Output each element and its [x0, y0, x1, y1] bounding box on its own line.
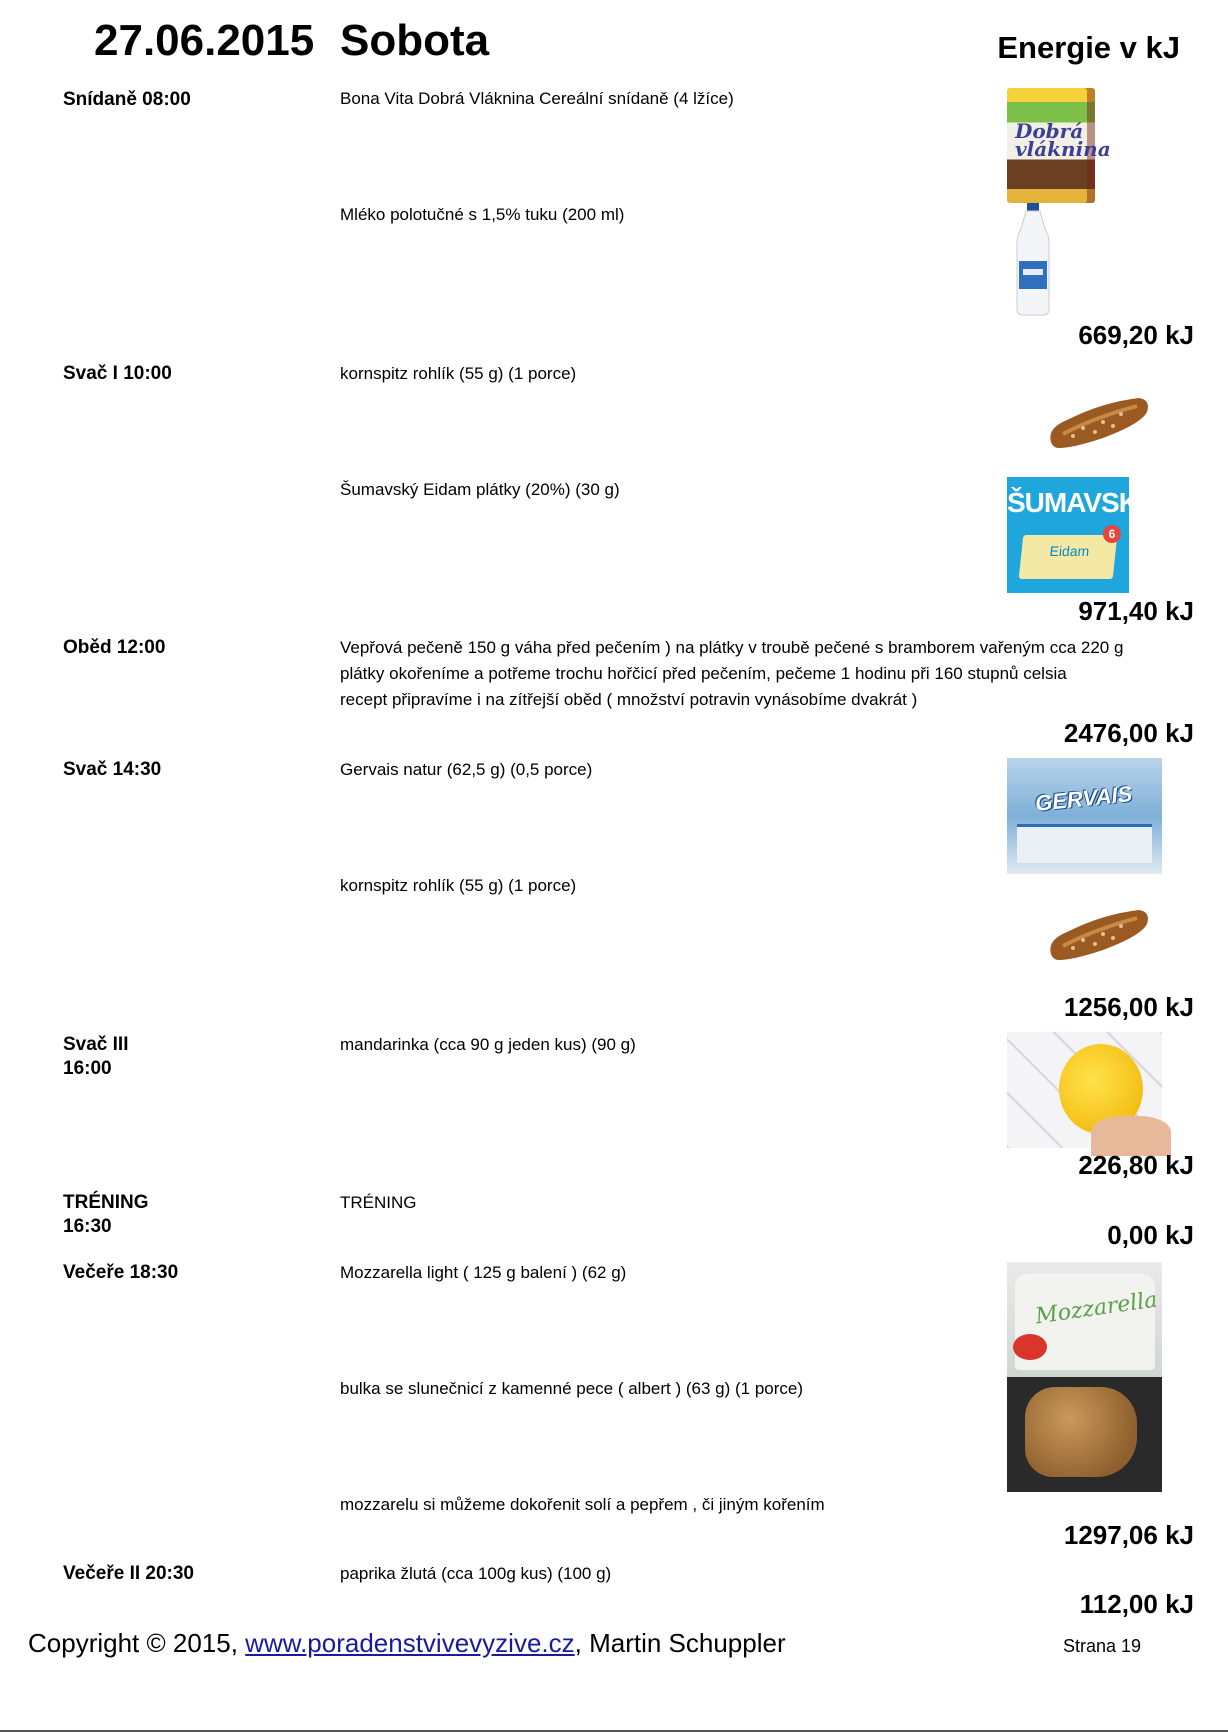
meal-energy: 669,20 kJ	[1078, 320, 1194, 350]
meal-item: paprika žlutá (cca 100g kus) (100 g)	[340, 1564, 612, 1583]
meal-item: Mléko polotučné s 1,5% tuku (200 ml)	[340, 205, 625, 224]
meal-item: Šumavský Eidam plátky (20%) (30 g)	[340, 480, 620, 499]
meal-energy: 226,80 kJ	[1078, 1150, 1194, 1180]
mandarin-image	[1007, 1032, 1162, 1148]
meal-energy: 1256,00 kJ	[1063, 992, 1194, 1022]
copyright-suffix: , Martin Schuppler	[574, 1628, 786, 1658]
page-date: 27.06.2015	[94, 16, 315, 65]
meal-label-lunch: Oběd 12:00	[63, 637, 166, 658]
meal-energy: 971,40 kJ	[1078, 596, 1194, 626]
meal-item: Mozzarella light ( 125 g balení ) (62 g)	[340, 1263, 627, 1282]
meal-item: Bona Vita Dobrá Vláknina Cereální snídaně (4 lžíce)	[340, 89, 734, 108]
meal-item: Gervais natur (62,5 g) (0,5 porce)	[340, 760, 593, 779]
meal-label-breakfast: Snídaně 08:00	[63, 89, 191, 110]
meal-label-snack-2: Svač 14:30	[63, 759, 162, 780]
meal-label-snack-3: Svač III 16:00	[63, 1034, 129, 1079]
mozzarella-brand-label: Mozzarella	[1033, 1287, 1159, 1330]
meal-item: Vepřová pečeně 150 g váha před pečením ) na plátky v troubě pečené s bramborem vařeným cca 220 g plátky okořeníme a potřeme trochu hořčicí před pečením, pečeme 1 hodinu při 160 stupnů celsia recept připravíme i na zítřejší oběd ( množství potravin vynásobíme dvakrát )	[340, 638, 1124, 709]
meal-item: mozzarelu si můžeme dokořenit solí a pepřem , či jiným kořením	[340, 1495, 825, 1514]
copyright-prefix: Copyright © 2015,	[28, 1628, 246, 1658]
meal-label-dinner: Večeře 18:30	[63, 1262, 179, 1283]
website-link[interactable]: www.poradenstvivevyzive.cz	[245, 1628, 575, 1658]
gervais-brand-label: GERVAIS	[1033, 780, 1134, 817]
meal-energy: 2476,00 kJ	[1063, 718, 1194, 748]
copyright-footer	[28, 1628, 786, 1659]
gervais-image	[1007, 758, 1162, 874]
meal-item: kornspitz rohlík (55 g) (1 porce)	[340, 876, 577, 895]
page-number: Strana 19	[1063, 1636, 1142, 1656]
mozzarella-image	[1007, 1262, 1162, 1377]
kornspitz-roll-image	[1043, 384, 1153, 454]
milk-bottle-image	[1015, 203, 1051, 315]
cheese-brand-label: ŠUMAVSKÝ	[1007, 487, 1156, 518]
meal-label-dinner-2: Večeře II 20:30	[63, 1563, 194, 1584]
meal-item: TRÉNING	[340, 1193, 417, 1212]
meal-item: bulka se slunečnicí z kamenné pece ( albert ) (63 g) (1 porce)	[340, 1379, 804, 1398]
kornspitz-roll-image	[1043, 896, 1153, 966]
eidam-cheese-image	[1007, 477, 1156, 593]
energy-column-heading: Energie v kJ	[997, 30, 1180, 65]
meal-item: mandarinka (cca 90 g jeden kus) (90 g)	[340, 1035, 636, 1054]
page-day: Sobota	[340, 16, 490, 65]
cereal-box-label: Dobrá vláknina	[1015, 119, 1111, 161]
meal-label-training: TRÉNING 16:30	[63, 1192, 149, 1237]
meal-label-snack-1: Svač I 10:00	[63, 363, 172, 384]
sunflower-bun-image	[1007, 1377, 1162, 1492]
meal-energy: 0,00 kJ	[1107, 1220, 1194, 1250]
meal-energy: 112,00 kJ	[1079, 1589, 1194, 1619]
cereal-box-image	[1007, 88, 1111, 203]
cheese-type-label: Eidam	[1048, 543, 1091, 559]
meal-energy: 1297,06 kJ	[1063, 1520, 1194, 1550]
cheese-count-badge: 6	[1103, 525, 1121, 543]
meal-item: kornspitz rohlík (55 g) (1 porce)	[340, 364, 577, 383]
